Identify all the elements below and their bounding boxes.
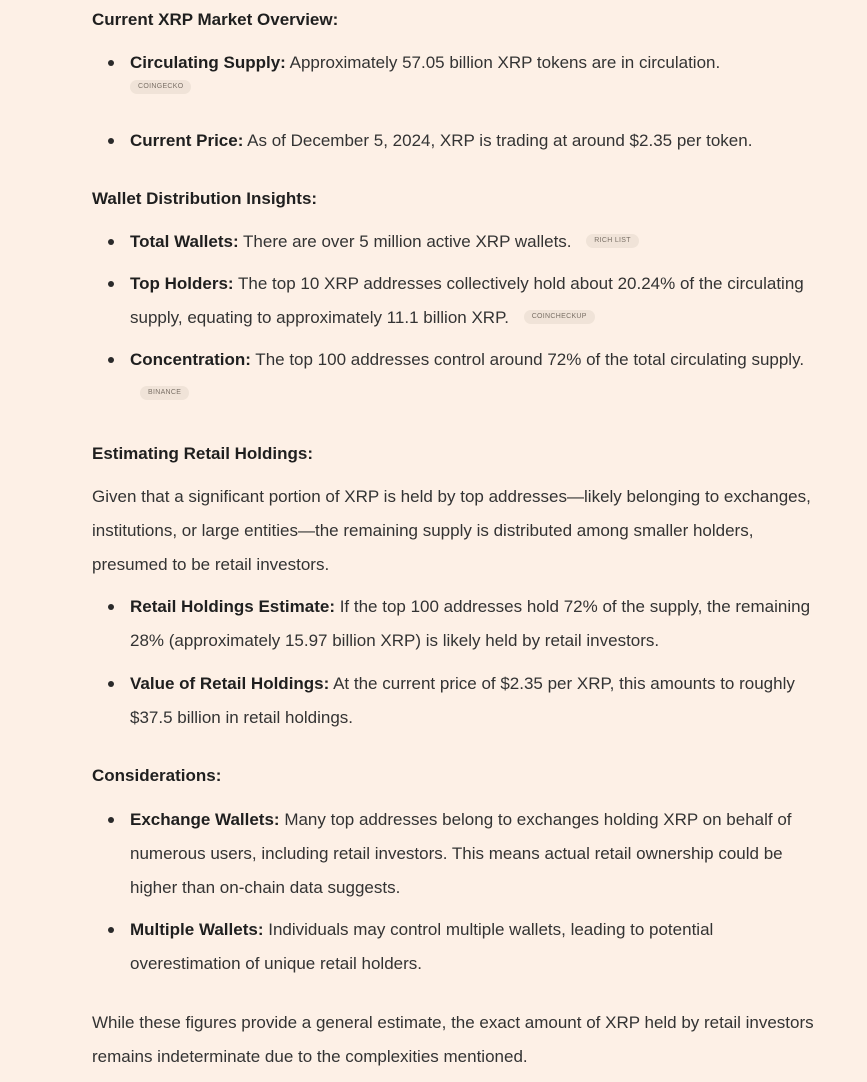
conclusion xyxy=(92,1006,832,1074)
list-item-multiple-wallets xyxy=(92,913,832,981)
bullet-icon xyxy=(108,927,114,933)
list-item-retail-estimate xyxy=(92,590,832,658)
item-text: As of December 5, 2024, XRP is trading at around $2.35 per token. xyxy=(243,131,753,150)
market-list-2 xyxy=(92,124,832,158)
list-item-total-wallets xyxy=(92,225,832,259)
item-text: Many top addresses belong to exchanges holding XRP on behalf of numerous users, including retail investors. This means actual retail ownership could be higher than on-chain data suggests. xyxy=(130,810,792,897)
considerations-heading: Considerations: xyxy=(92,766,222,785)
bullet-icon xyxy=(108,604,114,610)
list-item-current-price xyxy=(92,124,832,158)
item-text: The top 10 XRP addresses collectively hold about 20.24% of the circulating supply, equating to approximately 11.1 billion XRP. xyxy=(130,274,804,327)
conclusion-paragraph: While these figures provide a general estimate, the exact amount of XRP held by retail investors remains indeterminate due to the complexities mentioned. xyxy=(92,1013,814,1066)
item-label: Exchange Wallets: xyxy=(130,810,280,829)
retail-intro-paragraph: Given that a significant portion of XRP is held by top addresses—likely belonging to exchanges, institutions, or large entities—the remaining supply is distributed among smaller holders, presumed to be retail investors. xyxy=(92,487,811,574)
wallet-section xyxy=(92,187,832,211)
item-text: If the top 100 addresses hold 72% of the supply, the remaining 28% (approximately 15.97 billion XRP) is likely held by retail investors. xyxy=(130,597,811,650)
item-label: Current Price: xyxy=(130,131,244,150)
item-label: Value of Retail Holdings: xyxy=(130,674,330,693)
considerations-section xyxy=(92,764,832,788)
considerations-list xyxy=(92,803,832,981)
item-text: Approximately 57.05 billion XRP tokens are in circulation. xyxy=(285,53,721,72)
source-badge-rich-list[interactable]: RICH LIST xyxy=(586,234,639,248)
bullet-icon xyxy=(108,681,114,687)
wallet-list xyxy=(92,225,832,411)
market-heading: Current XRP Market Overview: xyxy=(92,10,339,29)
item-label: Circulating Supply: xyxy=(130,53,286,72)
list-item-concentration xyxy=(92,343,832,411)
item-label: Concentration: xyxy=(130,350,251,369)
item-text: There are over 5 million active XRP wallets. xyxy=(238,232,572,251)
item-text: Individuals may control multiple wallets, leading to potential overestimation of unique retail holders. xyxy=(130,920,714,973)
bullet-icon xyxy=(108,357,114,363)
bullet-icon xyxy=(108,239,114,245)
item-label: Multiple Wallets: xyxy=(130,920,264,939)
wallet-heading: Wallet Distribution Insights: xyxy=(92,189,318,208)
retail-intro xyxy=(92,480,817,582)
item-text: At the current price of $2.35 per XRP, this amounts to roughly $37.5 billion in retail holdings. xyxy=(130,674,795,727)
source-badge-coincheckup[interactable]: COINCHECKUP xyxy=(524,310,595,324)
retail-heading: Estimating Retail Holdings: xyxy=(92,444,314,463)
list-item-circulating-supply xyxy=(92,46,832,94)
source-badge-coingecko[interactable]: COINGECKO xyxy=(130,80,191,94)
bullet-icon xyxy=(108,281,114,287)
item-label: Retail Holdings Estimate: xyxy=(130,597,335,616)
bullet-icon xyxy=(108,60,114,66)
bullet-icon xyxy=(108,817,114,823)
list-item-retail-value xyxy=(92,667,832,735)
retail-section xyxy=(92,442,832,466)
source-badge-binance[interactable]: BINANCE xyxy=(140,386,189,400)
market-section xyxy=(92,8,832,32)
list-item-top-holders xyxy=(92,267,832,335)
item-text: The top 100 addresses control around 72% of the total circulating supply. xyxy=(250,350,805,369)
bullet-icon xyxy=(108,138,114,144)
retail-list xyxy=(92,590,832,735)
list-item-exchange-wallets xyxy=(92,803,832,905)
market-list xyxy=(92,46,832,94)
item-label: Total Wallets: xyxy=(130,232,239,251)
item-label: Top Holders: xyxy=(130,274,234,293)
